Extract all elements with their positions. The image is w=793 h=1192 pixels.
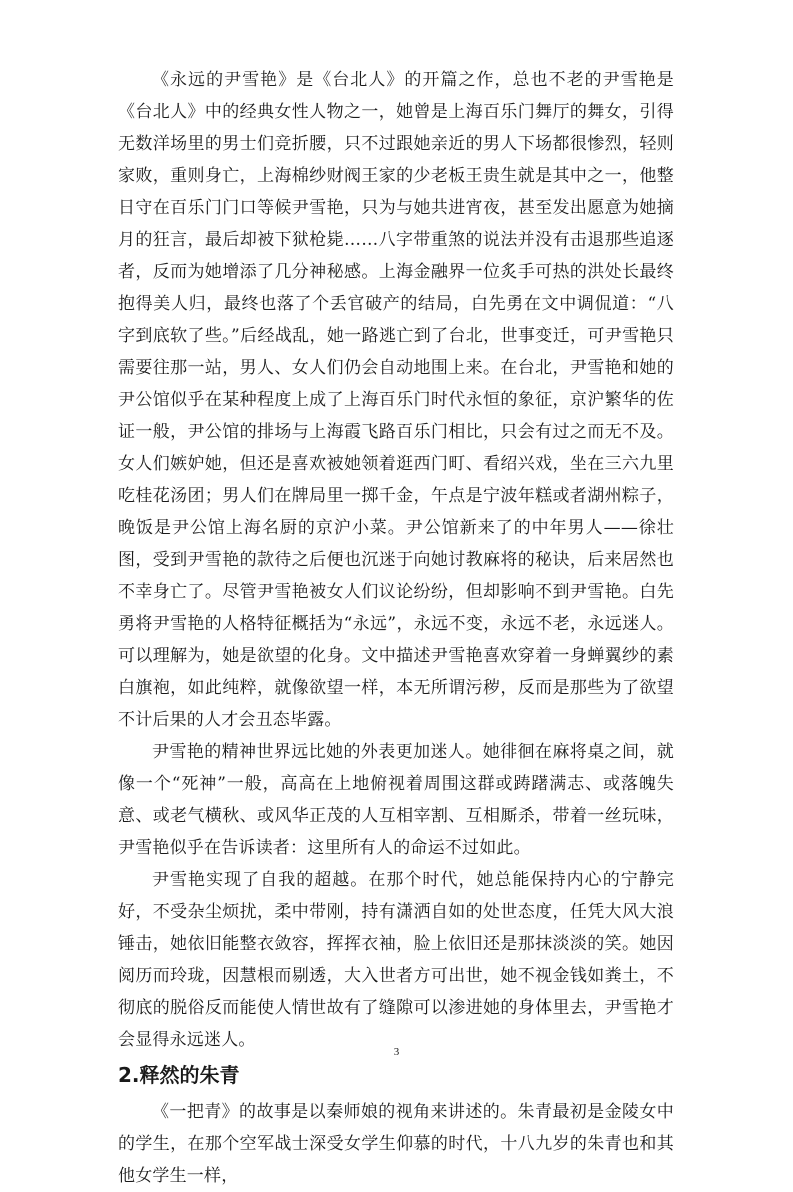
- section-heading: 2.释然的朱青: [118, 1063, 240, 1087]
- section-paragraph-1: 《一把青》的故事是以秦师娘的视角来讲述的。朱青最初是金陵女中的学生，在那个空军战士深受女学生仰慕的时代，十八九岁的朱青也和其他女学生一样，: [118, 1102, 674, 1186]
- document-body: [118, 64, 674, 1192]
- page-number: 3: [393, 1046, 400, 1058]
- paragraph-2: 尹雪艳的精神世界远比她的外表更加迷人。她徘徊在麻将桌之间，就像一个“死神”一般，高高在上地俯视着周围这群或踌躇满志、或落魄失意、或老气横秋、或风华正茂的人互相宰割、互相厮杀，带着一丝玩味，尹雪艳似乎在告诉读者：这里所有人的命运不过如此。: [118, 742, 674, 858]
- paragraph-1: 《永远的尹雪艳》是《台北人》的开篇之作，总也不老的尹雪艳是《台北人》中的经典女性人物之一，她曾是上海百乐门舞厅的舞女，引得无数洋场里的男士们竞折腰，只不过跟她亲近的男人下场都很惨烈，轻则家败，重则身亡，上海棉纱财阀王家的少老板王贵生就是其中之一，他整日守在百乐门门口等候尹雪艳，只为与她共进宵夜，甚至发出愿意为她摘月的狂言，最后却被下狱枪毙……八字带重煞的说法并没有击退那些追逐者，反而为她增添了几分神秘感。上海金融界一位炙手可热的洪处长最终抱得美人归，最终也落了个丢官破产的结局，白先勇在文中调侃道：“八字到底软了些。”后经战乱，她一路逃亡到了台北，世事变迁，可尹雪艳只需要往那一站，男人、女人们仍会自动地围上来。在台北，尹雪艳和她的尹公馆似乎在某种程度上成了上海百乐门时代永恒的象征，京沪繁华的佐证一般，尹公馆的排场与上海霞飞路百乐门相比，只会有过之而无不及。女人们嫉妒她，但还是喜欢被她领着逛西门町、看绍兴戏，坐在三六九里吃桂花汤团；男人们在牌局里一掷千金，午点是宁波年糕或者湖州粽子，晚饭是尹公馆上海名厨的京沪小菜。尹公馆新来了的中年男人——徐壮图，受到尹雪艳的款待之后便也沉迷于向她讨教麻将的秘诀，后来居然也不幸身亡了。尽管尹雪艳被女人们议论纷纷，但却影响不到尹雪艳。白先勇将尹雪艳的人格特征概括为“永远”，永远不变，永远不老，永远迷人。可以理解为，她是欲望的化身。文中描述尹雪艳喜欢穿着一身蝉翼纱的素白旗袍，如此纯粹，就像欲望一样，本无所谓污秽，反而是那些为了欲望不计后果的人才会丑态毕露。: [118, 70, 674, 730]
- paragraph-3: 尹雪艳实现了自我的超越。在那个时代，她总能保持内心的宁静完好，不受杂尘烦扰，柔中带刚，持有潇洒自如的处世态度，任凭大风大浪锤击，她依旧能整衣敛容，挥挥衣袖，脸上依旧还是那抹淡淡的笑。她因阅历而玲珑，因慧根而剔透，大入世者方可出世，她不视金钱如粪土，不彻底的脱俗反而能使人情世故有了缝隙可以渗进她的身体里去，尹雪艳才会显得永远迷人。: [118, 870, 674, 1050]
